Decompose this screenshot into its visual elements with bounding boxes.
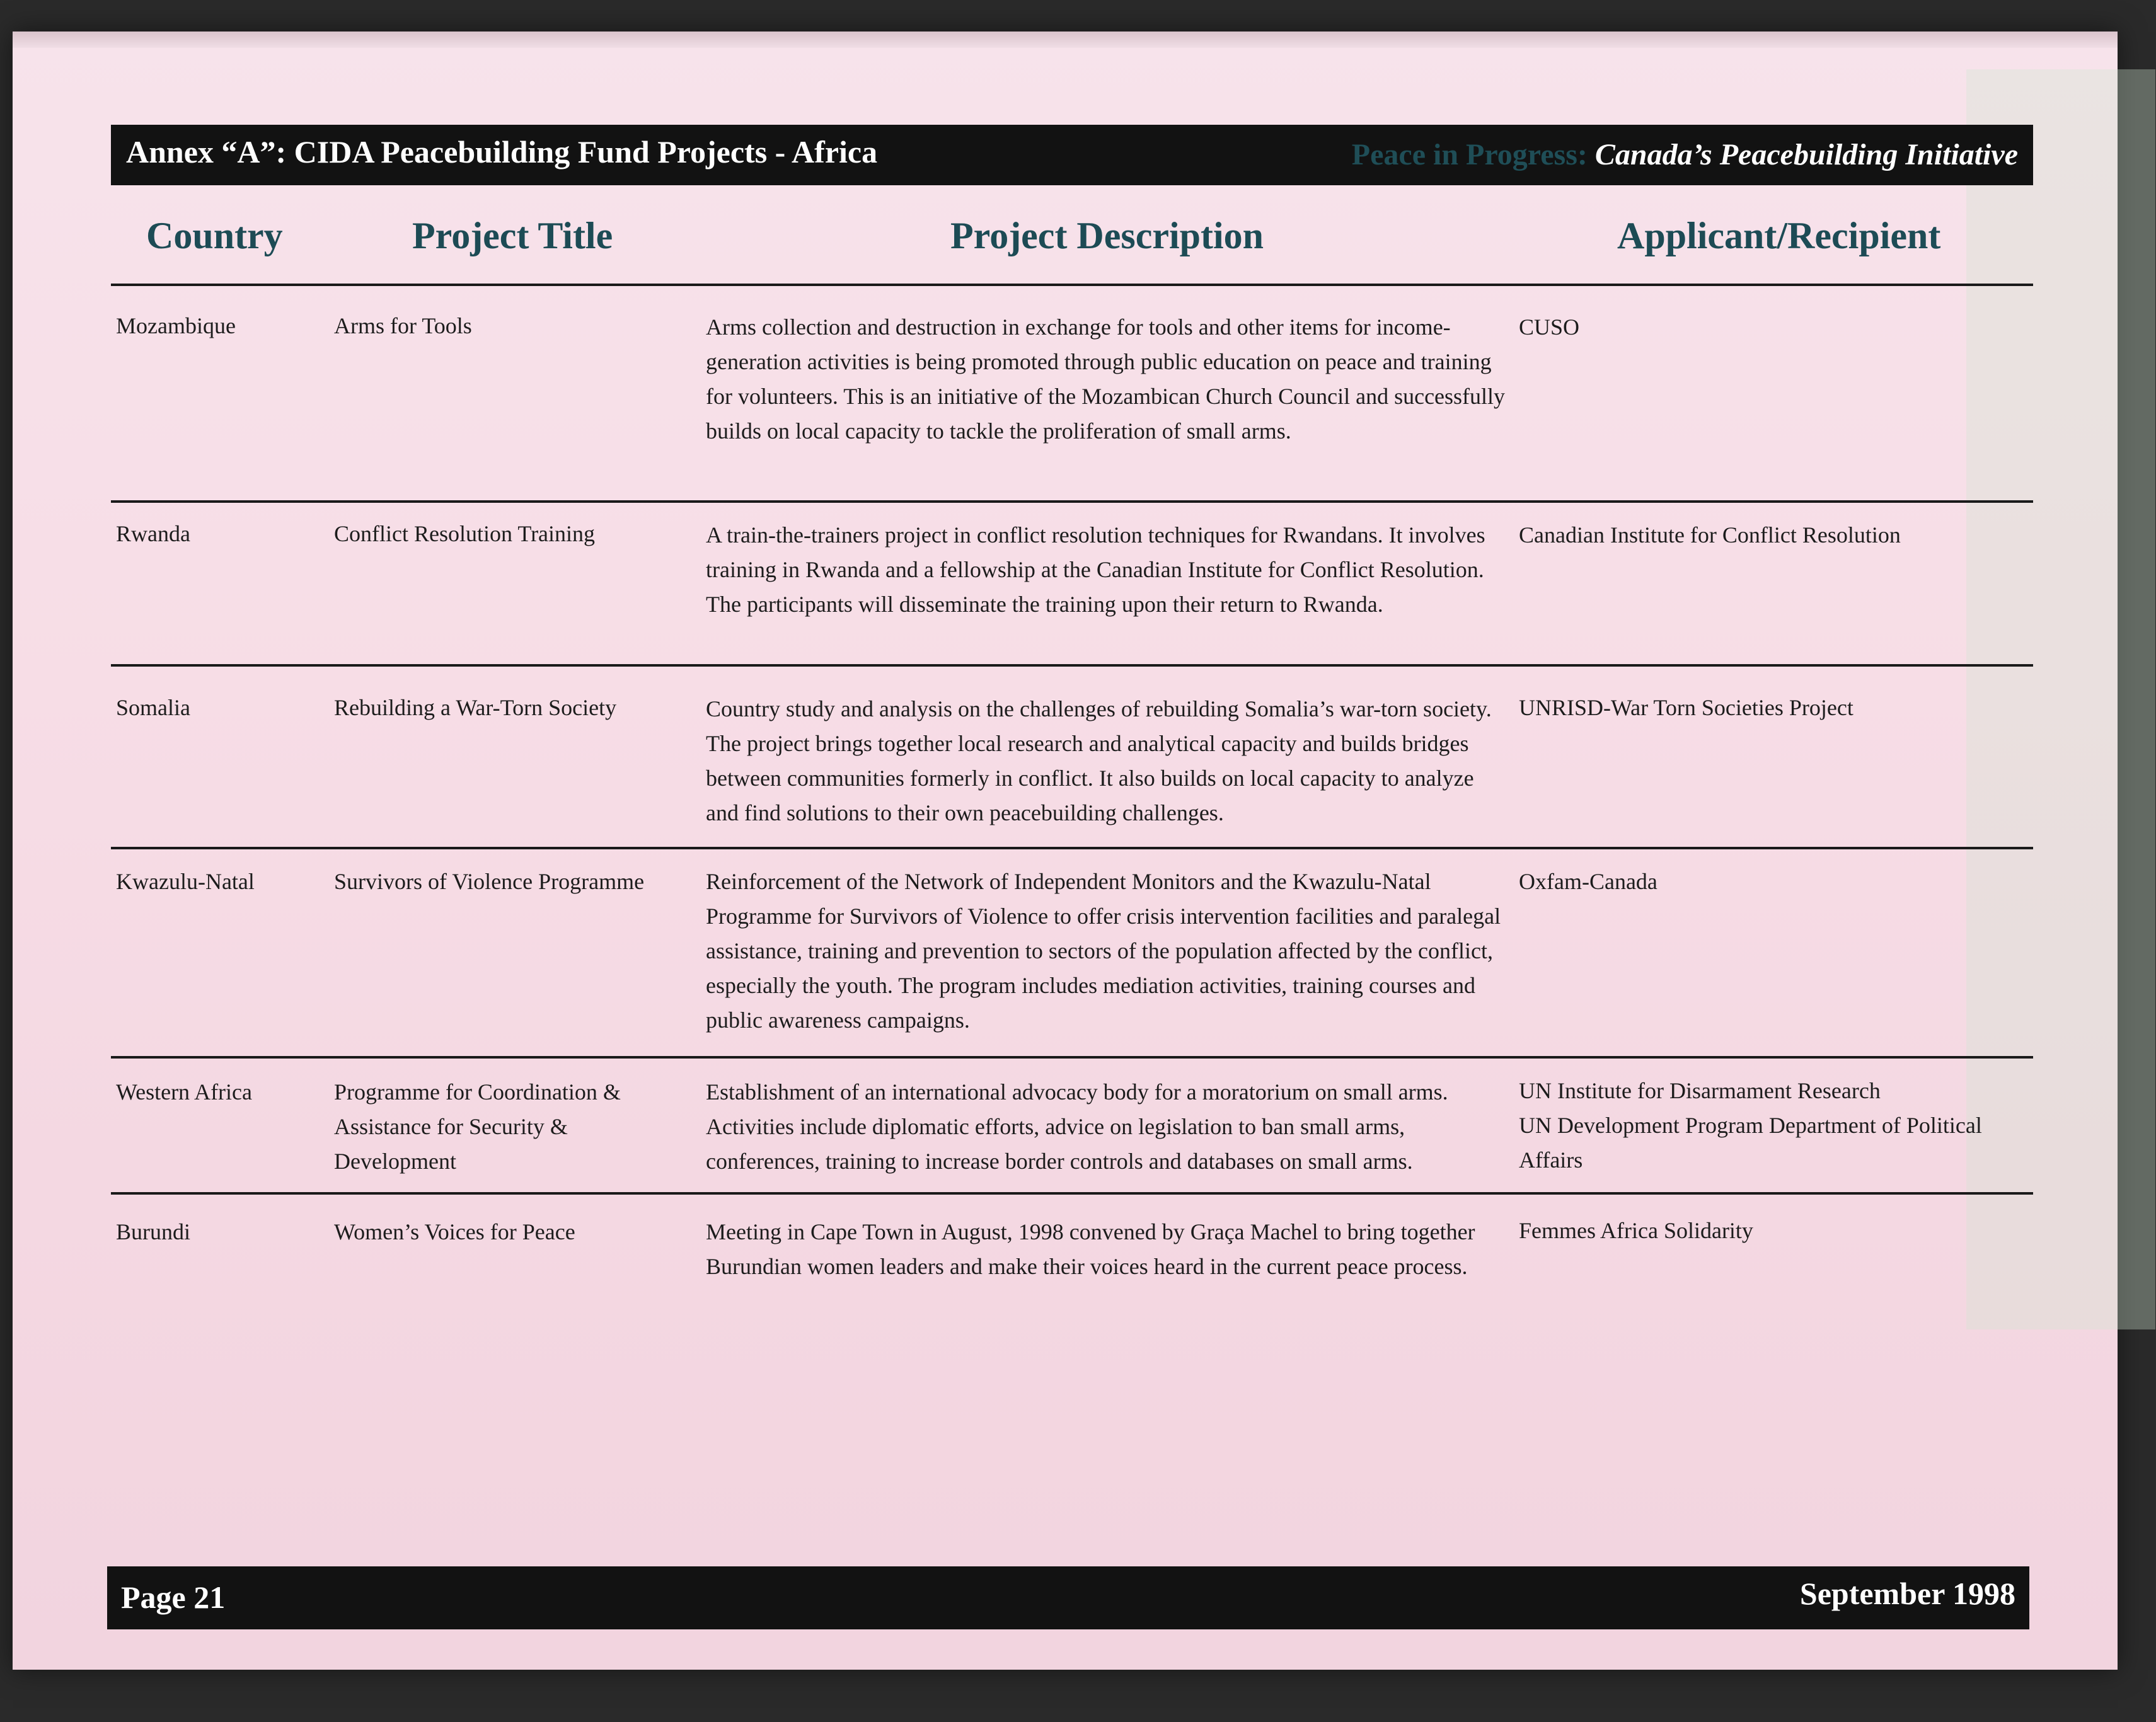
row-country: Rwanda [116,521,190,546]
row-project-title: Women’s Voices for Peace [334,1219,575,1244]
page-number: Page 21 [121,1580,226,1615]
row-applicant: Femmes Africa Solidarity [1519,1218,1753,1243]
page-footer-bar [107,1566,2029,1629]
publication-title [1352,137,2018,172]
row-applicant: Canadian Institute for Conflict Resolution [1519,522,1901,548]
row-project-title: Survivors of Violence Programme [334,869,645,894]
row-project-title: Arms for Tools [334,313,472,338]
document-page [13,32,2118,1670]
page-binding-edge [13,32,2118,48]
row-applicant: Oxfam-Canada [1519,869,1657,894]
column-header-applicant-recipient: Applicant/Recipient [1617,215,1941,256]
row-applicant: CUSO [1519,314,1580,340]
row-project-description: Reinforcement of the Network of Independent Monitors and the Kwazulu-Natal Programme for Survivors of Violence to offer crisis intervention facilities and paralegal assistance, training and prevention to sectors of the population affected by the conflict, especially the youth. The program includes mediation activities, training courses and public awareness campaigns. [706,869,1501,1033]
page-header-bar [111,125,2033,185]
row-divider [111,1056,2033,1059]
row-divider [111,664,2033,667]
row-divider [111,847,2033,849]
row-project-description: Country study and analysis on the challenges of rebuilding Somalia’s war-torn society. The project brings together local research and analytical capacity and builds bridges between communities formerly in conflict. It also builds on local capacity to analyze and find solutions to their own peacebuilding challenges. [706,696,1492,825]
row-applicant: UNRISD-War Torn Societies Project [1519,695,1853,720]
row-country: Kwazulu-Natal [116,869,255,894]
row-country: Somalia [116,695,190,720]
row-divider [111,1192,2033,1195]
row-country: Western Africa [116,1079,252,1105]
publication-date: September 1998 [1799,1576,2015,1611]
row-project-title: Programme for Coordination & Assistance for Security & Development [334,1079,621,1174]
publication-title-prefix: Peace in Progress: [1351,138,1588,171]
row-divider [111,500,2033,503]
row-country: Burundi [116,1219,191,1244]
publication-title-main: Canada’s Peacebuilding Initiative [1594,138,2018,171]
row-project-description: A train-the-trainers project in conflict resolution techniques for Rwandans. It involves training in Rwanda and a fellowship at the Canadian Institute for Conflict Resolution. The participants will disseminate the training upon their return to Rwanda. [706,522,1485,617]
row-applicant: UN Institute for Disarmament Research UN Development Program Department of Political Affairs [1519,1078,1982,1173]
table-header-rule [111,284,2033,286]
row-project-description: Meeting in Cape Town in August, 1998 convened by Graça Machel to bring together Burundian women leaders and make their voices heard in the current peace process. [706,1219,1475,1279]
column-header-project-description: Project Description [950,215,1264,256]
row-project-title: Rebuilding a War-Torn Society [334,695,617,720]
page-header-title: Annex “A”: CIDA Peacebuilding Fund Projects - Africa [126,134,878,169]
row-project-description: Establishment of an international advocacy body for a moratorium on small arms. Activities include diplomatic efforts, advice on legislation to ban small arms, conferences, training to increase border controls and databases on small arms. [706,1079,1448,1174]
column-header-country: Country [146,215,283,256]
row-project-title: Conflict Resolution Training [334,521,596,546]
column-header-project-title: Project Title [412,215,613,256]
row-project-description: Arms collection and destruction in exchange for tools and other items for income-generation activities is being promoted through public education on peace and training for volunteers. This is an initiative of the Mozambican Church Council and successfully builds on local capacity to tackle the proliferation of small arms. [706,314,1506,444]
row-country: Mozambique [116,313,236,338]
